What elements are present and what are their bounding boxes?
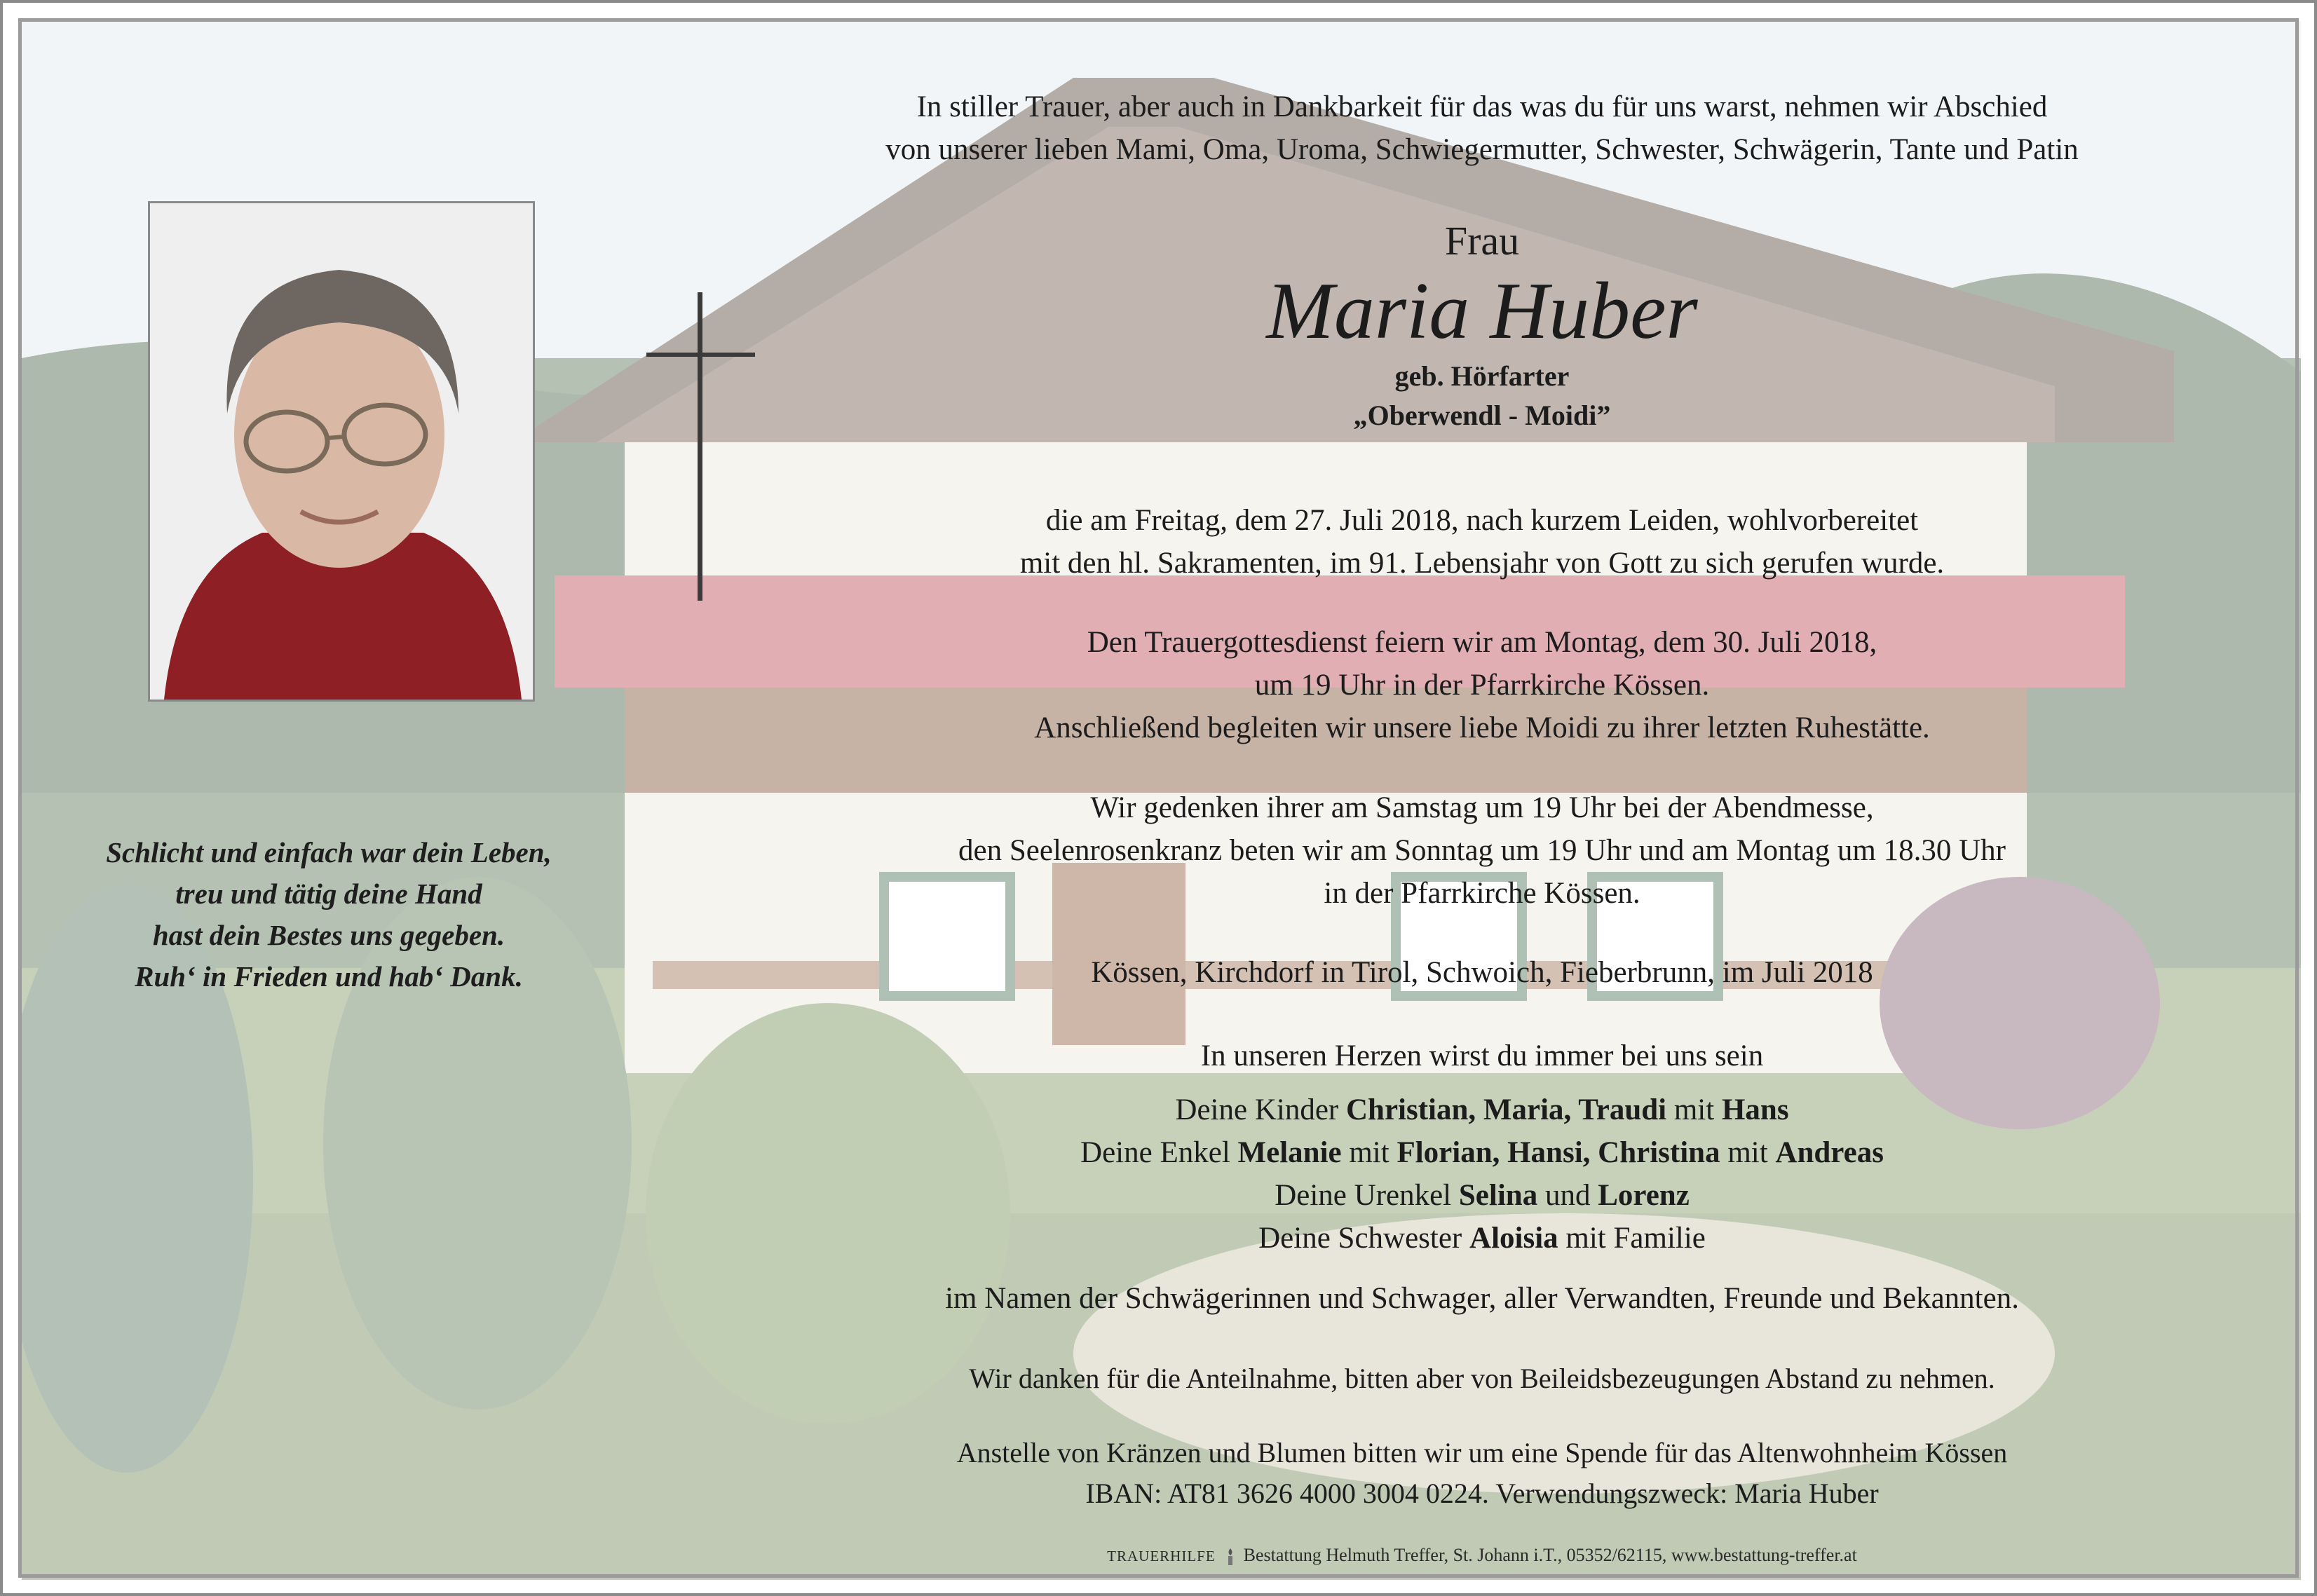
nickname: „Oberwendl - Moidi” — [1353, 400, 1611, 431]
family-names: Aloisia — [1469, 1222, 1558, 1255]
name-block — [739, 217, 2225, 435]
family-names: Andreas — [1775, 1136, 1884, 1169]
maiden-name: geb. Hörfarter — [1394, 360, 1570, 392]
family-prefix: Deine Schwester — [1258, 1222, 1462, 1255]
family-names: Selina — [1458, 1179, 1538, 1212]
footer-brand: TRAUERHILFE — [1107, 1548, 1216, 1564]
family-connector: mit — [1673, 1093, 1715, 1126]
family-schwester — [739, 1217, 2225, 1260]
family-names: Lorenz — [1598, 1179, 1690, 1212]
family-enkel — [739, 1131, 2225, 1174]
portrait-image — [150, 203, 533, 700]
family-connector: mit — [1349, 1136, 1389, 1169]
prayer-line: Wir gedenken ihrer am Samstag um 19 Uhr bei der Abendmesse, — [1090, 791, 1874, 824]
family-connector: mit — [1727, 1136, 1768, 1169]
candle-icon — [1224, 1548, 1237, 1566]
footer — [704, 1543, 2260, 1568]
salutation: Frau — [1444, 218, 1520, 264]
place-date: Kössen, Kirchdorf in Tirol, Schwoich, Fieberbrunn, im Juli 2018 — [1091, 956, 1873, 989]
family-names: Christian, Maria, Traudi — [1346, 1093, 1667, 1126]
prayer-line: den Seelenrosenkranz beten wir am Sonntag um 19 Uhr und am Montag um 18.30 Uhr — [958, 834, 2006, 867]
place-date-block — [739, 951, 2225, 994]
heart-line: In unseren Herzen wirst du immer bei uns sein — [1200, 1039, 1764, 1072]
family-prefix: Deine Enkel — [1080, 1136, 1230, 1169]
relatives-line: im Namen der Schwägerinnen und Schwager, aller Verwandten, Freunde und Bekannten. — [945, 1282, 2019, 1315]
death-block — [739, 499, 2225, 585]
portrait-photo — [148, 201, 535, 702]
verse-line: Ruh‘ in Frieden und hab‘ Dank. — [135, 960, 523, 993]
footer-contact: Bestattung Helmuth Treffer, St. Johann i.T., 05352/62115, www.bestattung-treffer.at — [1243, 1545, 1857, 1565]
deceased-name: Maria Huber — [1266, 266, 1698, 356]
service-block — [739, 621, 2225, 749]
thanks-line: Wir danken für die Anteilnahme, bitten aber von Beileidsbezeugungen Abstand zu nehmen. — [969, 1363, 1995, 1394]
family-names: Hans — [1721, 1093, 1789, 1126]
family-block — [739, 1035, 2225, 1260]
donation-block — [739, 1433, 2225, 1514]
memorial-verse — [45, 832, 613, 997]
death-line: mit den hl. Sakramenten, im 91. Lebensjahr von Gott zu sich gerufen wurde. — [1019, 547, 1945, 580]
verse-line: treu und tätig deine Hand — [175, 878, 482, 910]
intro-line: In stiller Trauer, aber auch in Dankbarkeit für das was du für uns warst, nehmen wir Abschied — [916, 90, 2048, 123]
family-connector: und — [1544, 1179, 1591, 1212]
thanks-block — [739, 1357, 2225, 1400]
family-kinder — [739, 1089, 2225, 1131]
iban-line: IBAN: AT81 3626 4000 3004 0224. Verwendungszweck: Maria Huber — [1085, 1478, 1879, 1509]
death-line: die am Freitag, dem 27. Juli 2018, nach kurzem Leiden, wohlvorbereitet — [1045, 504, 1919, 537]
verse-line: hast dein Bestes uns gegeben. — [152, 919, 505, 951]
service-line: Den Trauergottesdienst feiern wir am Montag, dem 30. Juli 2018, — [1087, 626, 1877, 659]
relatives-block — [739, 1277, 2225, 1320]
prayer-line: in der Pfarrkirche Kössen. — [1324, 877, 1640, 910]
donation-line: Anstelle von Kränzen und Blumen bitten wir um eine Spende für das Altenwohnheim Kössen — [956, 1437, 2008, 1468]
family-connector: mit Familie — [1565, 1222, 1706, 1255]
verse-line: Schlicht und einfach war dein Leben, — [106, 836, 552, 868]
family-prefix: Deine Urenkel — [1275, 1179, 1452, 1212]
intro-block — [739, 86, 2225, 171]
prayer-block — [739, 786, 2225, 915]
family-urenkel — [739, 1174, 2225, 1217]
service-line: um 19 Uhr in der Pfarrkirche Kössen. — [1254, 669, 1710, 702]
family-names: Florian, Hansi, Christina — [1397, 1136, 1720, 1169]
service-line: Anschließend begleiten wir unsere liebe Moidi zu ihrer letzten Ruhestätte. — [1034, 711, 1930, 744]
intro-line: von unserer lieben Mami, Oma, Uroma, Schwiegermutter, Schwester, Schwägerin, Tante und Patin — [885, 133, 2079, 166]
family-names: Melanie — [1237, 1136, 1342, 1169]
family-prefix: Deine Kinder — [1175, 1093, 1339, 1126]
